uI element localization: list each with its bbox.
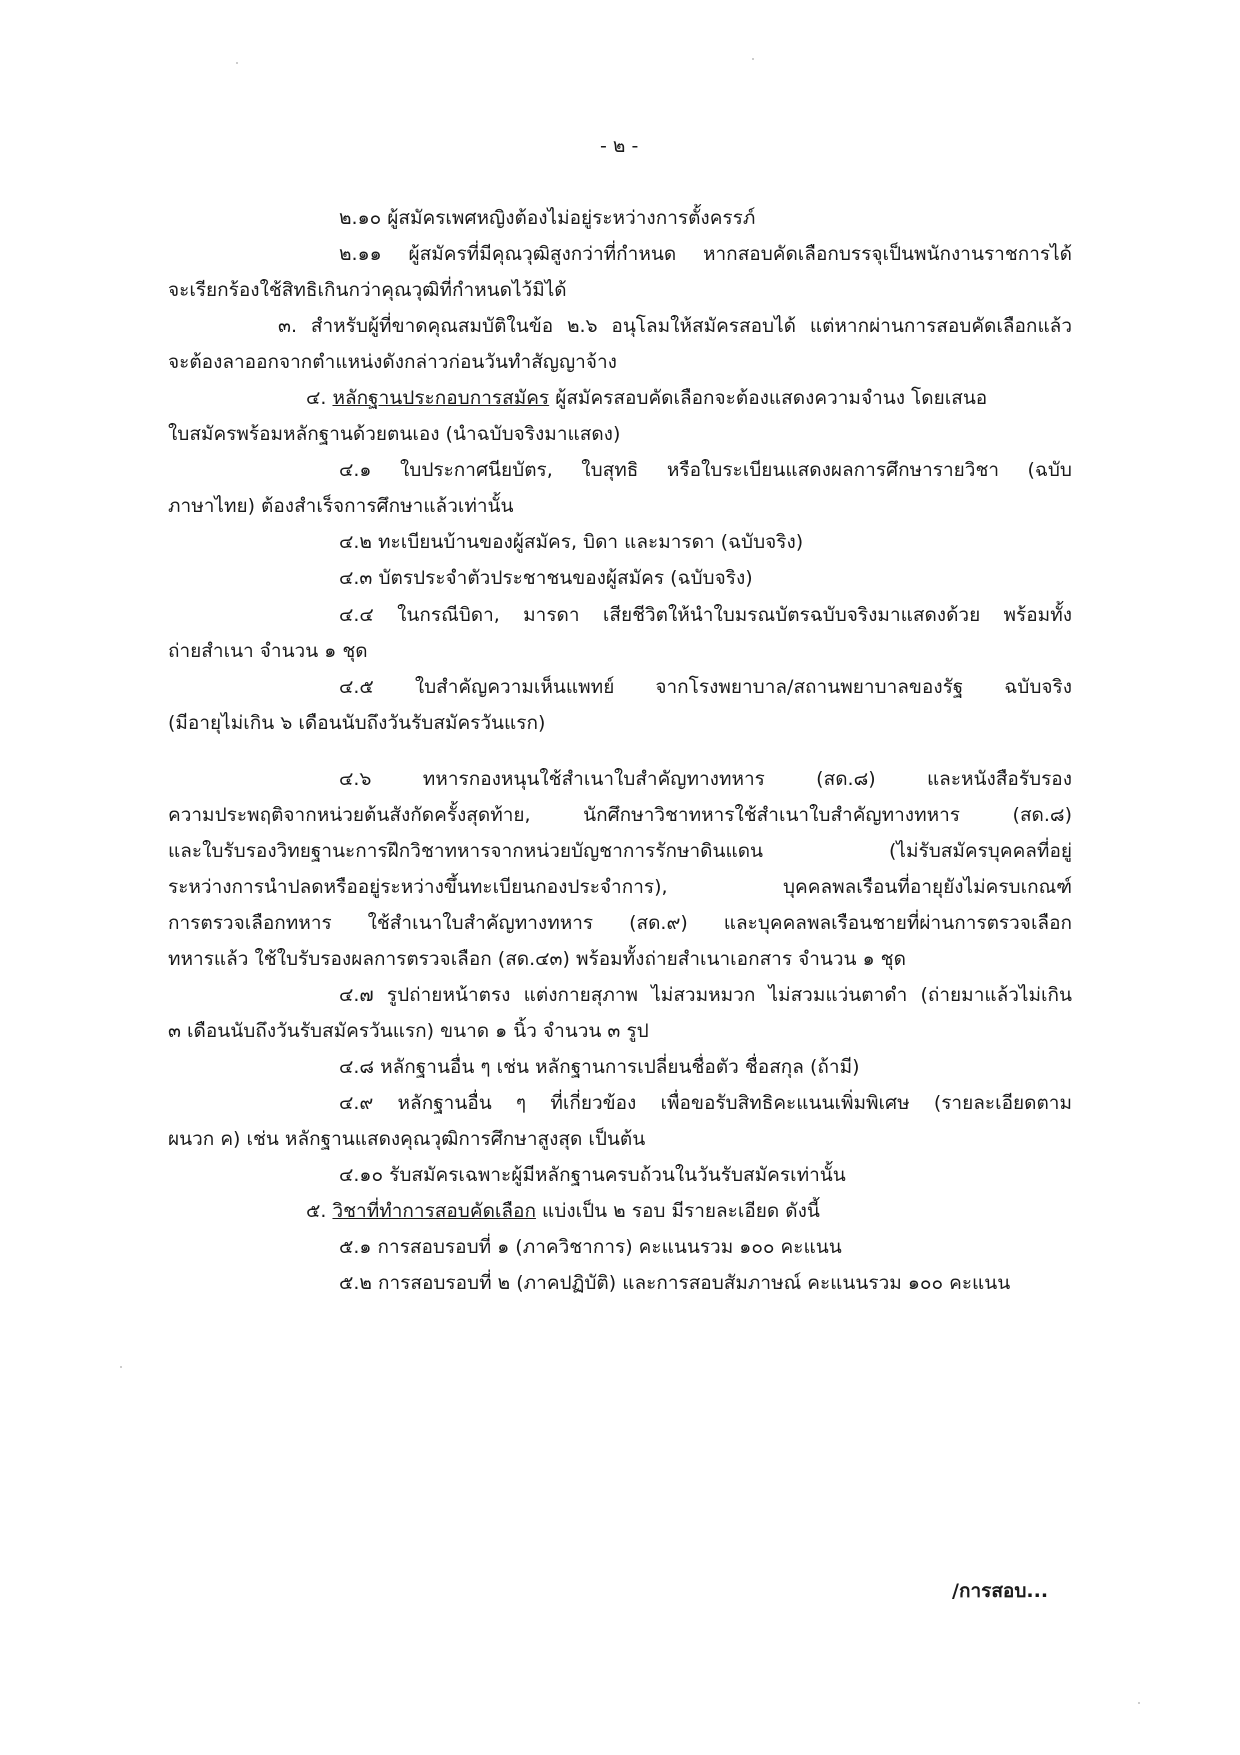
- clause-4-10: ๔.๑๐ รับสมัครเฉพาะผู้มีหลักฐานครบถ้วนในวันรับสมัครเท่านั้น: [339, 1164, 846, 1186]
- clause-4-5: ๔.๕ ใบสำคัญความเห็นแพทย์ จากโรงพยาบาล/สถานพยาบาลของรัฐ ฉบับจริง: [339, 676, 1072, 698]
- clause-4-3: ๔.๓ บัตรประจำตัวประชาชนของผู้สมัคร (ฉบับจริง): [339, 567, 753, 589]
- section-5-intro: แบ่งเป็น ๒ รอบ มีรายละเอียด ดังนี้: [542, 1200, 820, 1222]
- section-4-cont: ใบสมัครพร้อมหลักฐานด้วยตนเอง (นำฉบับจริงมาแสดง): [168, 423, 621, 445]
- section-4-intro: ผู้สมัครสอบคัดเลือกจะต้องแสดงความจำนง โดยเสนอ: [555, 387, 988, 409]
- page-number: - ๒ -: [600, 135, 639, 157]
- clause-4-6-line-6: ทหารแล้ว ใช้ใบรับรองผลการตรวจเลือก (สด.๔๓) พร้อมทั้งถ่ายสำเนาเอกสาร จำนวน ๑ ชุด: [168, 948, 906, 970]
- clause-5-1: ๕.๑ การสอบรอบที่ ๑ (ภาควิชาการ) คะแนนรวม ๑๐๐ คะแนน: [339, 1236, 842, 1258]
- scan-speck: [120, 1366, 122, 1368]
- clause-4-8: ๔.๘ หลักฐานอื่น ๆ เช่น หลักฐานการเปลี่ยนชื่อตัว ชื่อสกุล (ถ้ามี): [339, 1056, 860, 1078]
- clause-4-4: ๔.๔ ในกรณีบิดา, มารดา เสียชีวิตให้นำใบมรณบัตรฉบับจริงมาแสดงด้วย พร้อมทั้ง: [339, 604, 1072, 626]
- clause-4-6-line-3: และใบรับรองวิทยฐานะการฝึกวิชาทหารจากหน่วยบัญชาการรักษาดินแดน (ไม่รับสมัครบุคคลที่อยู่: [168, 840, 1072, 862]
- section-4-title: หลักฐานประกอบการสมัคร: [332, 387, 550, 409]
- section-5-heading: [306, 1197, 820, 1225]
- clause-2-11: ๒.๑๑ ผู้สมัครที่มีคุณวุฒิสูงกว่าที่กำหนด หากสอบคัดเลือกบรรจุเป็นพนักงานราชการได้: [339, 243, 1072, 265]
- clause-4-9: ๔.๙ หลักฐานอื่น ๆ ที่เกี่ยวข้อง เพื่อขอรับสิทธิคะแนนเพิ่มพิเศษ (รายละเอียดตาม: [339, 1092, 1072, 1114]
- section-3: ๓. สำหรับผู้ที่ขาดคุณสมบัติในข้อ ๒.๖ อนุโลมให้สมัครสอบได้ แต่หากผ่านการสอบคัดเลือกแล้ว: [278, 315, 1072, 337]
- scan-speck: [752, 58, 754, 60]
- clause-4-6-line-2: ความประพฤติจากหน่วยต้นสังกัดครั้งสุดท้าย, นักศึกษาวิชาทหารใช้สำเนาใบสำคัญทางทหาร (สด.๘): [168, 804, 1072, 826]
- section-4-number: ๔.: [306, 387, 327, 409]
- clause-4-6: ๔.๖ ทหารกองหนุนใช้สำเนาใบสำคัญทางทหาร (สด.๘) และหนังสือรับรอง: [339, 768, 1072, 790]
- clause-4-6-line-5: การตรวจเลือกทหาร ใช้สำเนาใบสำคัญทางทหาร (สด.๙) และบุคคลพลเรือนชายที่ผ่านการตรวจเลือก: [168, 912, 1072, 934]
- clause-4-5-cont: (มีอายุไม่เกิน ๖ เดือนนับถึงวันรับสมัครวันแรก): [168, 712, 546, 734]
- clause-5-2: ๕.๒ การสอบรอบที่ ๒ (ภาคปฏิบัติ) และการสอบสัมภาษณ์ คะแนนรวม ๑๐๐ คะแนน: [339, 1272, 1011, 1294]
- clause-4-7-cont: ๓ เดือนนับถึงวันรับสมัครวันแรก) ขนาด ๑ นิ้ว จำนวน ๓ รูป: [168, 1020, 649, 1042]
- continuation-marker: /การสอบ...: [952, 1580, 1049, 1602]
- clause-4-4-cont: ถ่ายสำเนา จำนวน ๑ ชุด: [168, 640, 368, 662]
- section-4-heading: [306, 384, 987, 412]
- scan-speck: [1138, 1702, 1140, 1704]
- clause-2-10: ๒.๑๐ ผู้สมัครเพศหญิงต้องไม่อยู่ระหว่างการตั้งครรภ์: [339, 207, 756, 229]
- clause-4-9-cont: ผนวก ค) เช่น หลักฐานแสดงคุณวุฒิการศึกษาสูงสุด เป็นต้น: [168, 1128, 646, 1150]
- clause-4-1-cont: ภาษาไทย) ต้องสำเร็จการศึกษาแล้วเท่านั้น: [168, 495, 514, 517]
- clause-4-6-line-4: ระหว่างการนำปลดหรืออยู่ระหว่างขึ้นทะเบียนกองประจำการ), บุคคลพลเรือนที่อายุยังไม่ครบเกณฑ์: [168, 876, 1072, 898]
- clause-2-11-cont: จะเรียกร้องใช้สิทธิเกินกว่าคุณวุฒิที่กำหนดไว้มิได้: [168, 279, 567, 301]
- section-3-cont: จะต้องลาออกจากตำแหน่งดังกล่าวก่อนวันทำสัญญาจ้าง: [168, 351, 617, 373]
- clause-4-1: ๔.๑ ใบประกาศนียบัตร, ใบสุทธิ หรือใบระเบียนแสดงผลการศึกษารายวิชา (ฉบับ: [339, 459, 1072, 481]
- section-5-title: วิชาที่ทำการสอบคัดเลือก: [332, 1200, 536, 1222]
- scan-speck: [236, 62, 238, 64]
- section-5-number: ๕.: [306, 1200, 327, 1222]
- clause-4-7: ๔.๗ รูปถ่ายหน้าตรง แต่งกายสุภาพ ไม่สวมหมวก ไม่สวมแว่นตาดำ (ถ่ายมาแล้วไม่เกิน: [339, 984, 1072, 1006]
- clause-4-2: ๔.๒ ทะเบียนบ้านของผู้สมัคร, บิดา และมารดา (ฉบับจริง): [339, 531, 804, 553]
